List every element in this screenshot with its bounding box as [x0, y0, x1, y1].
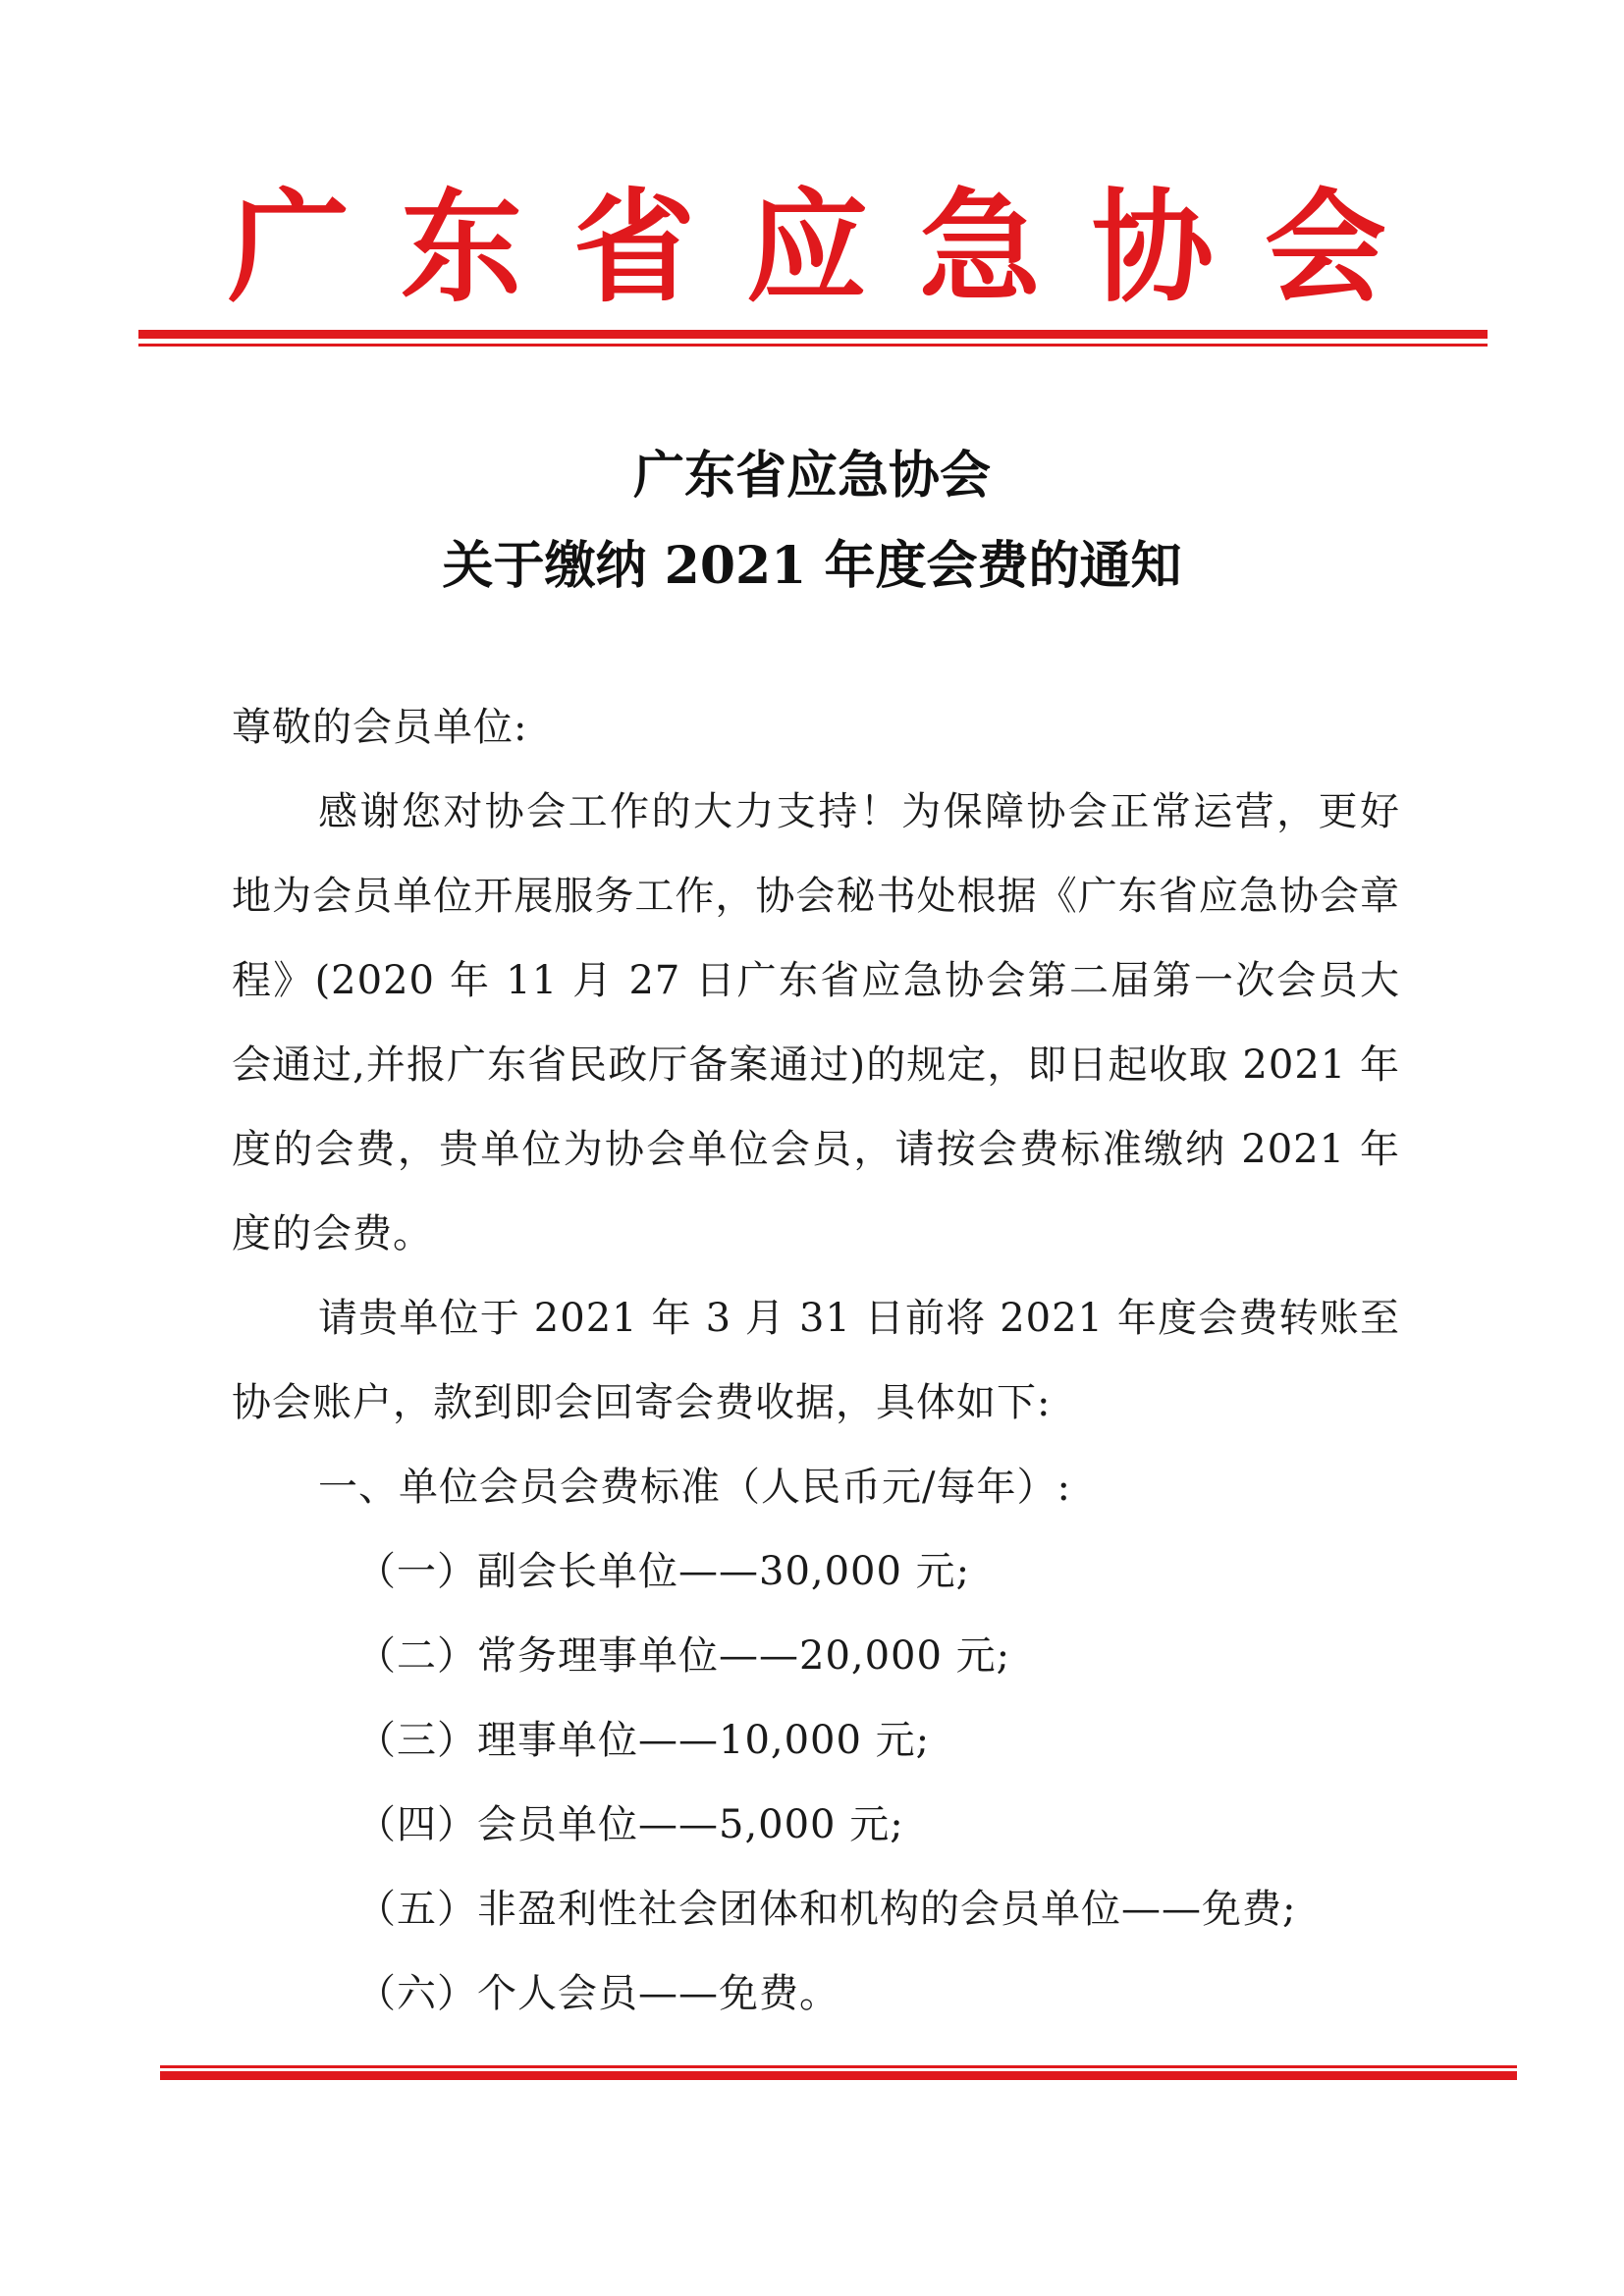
letterhead-char: 协 [1091, 177, 1214, 319]
letterhead-char: 急 [918, 177, 1041, 319]
letterhead-char: 省 [572, 177, 695, 319]
salutation: 尊敬的会员单位: [232, 705, 528, 750]
footer-divider-thin [160, 2065, 1517, 2068]
fee-item: （二）常务理事单位——20,000 元; [356, 1633, 1011, 1679]
document-body [232, 685, 1400, 2036]
fee-item: （六）个人会员——免费。 [356, 1971, 839, 2016]
letterhead-char: 广 [228, 177, 351, 319]
letterhead-char: 东 [400, 177, 522, 319]
fee-item: （四）会员单位——5,000 元; [356, 1802, 904, 1847]
paragraph-payment-deadline: 请贵单位于 2021 年 3 月 31 日前将 2021 年度会费转账至协会账户，款到即会回寄会费收据，具体如下: [232, 1296, 1400, 1425]
fee-item: （五）非盈利性社会团体和机构的会员单位——免费; [356, 1887, 1297, 1932]
letterhead-char: 应 [745, 177, 868, 319]
footer-divider-thick [160, 2071, 1517, 2080]
fee-item: （一）副会长单位——30,000 元; [356, 1549, 971, 1594]
letterhead-title [228, 175, 1386, 322]
letterhead-divider-thick [138, 330, 1488, 339]
fee-item: （三）理事单位——10,000 元; [356, 1718, 931, 1763]
fee-standard-heading: 一、单位会员会费标准（人民币元/每年）: [318, 1465, 1071, 1510]
letterhead-divider-thin [138, 344, 1488, 347]
paragraph-thanks: 感谢您对协会工作的大力支持！为保障协会正常运营，更好地为会员单位开展服务工作，协会秘书处根据《广东省应急协会章程》(2020 年 11 月 27 日广东省应急协会第二届第一次会员大会通过,并报广东省民政厅备案通过)的规定，即日起收取 2021 年度的会费，贵单位为协会单位会员，请按会费标准缴纳 2021 年度的会费。 [232, 789, 1400, 1256]
document-title-line-1: 广东省应急协会 [632, 446, 991, 506]
document-title-line-2: 关于缴纳 2021 年度会费的通知 [442, 536, 1182, 596]
letterhead-char: 会 [1264, 177, 1386, 319]
